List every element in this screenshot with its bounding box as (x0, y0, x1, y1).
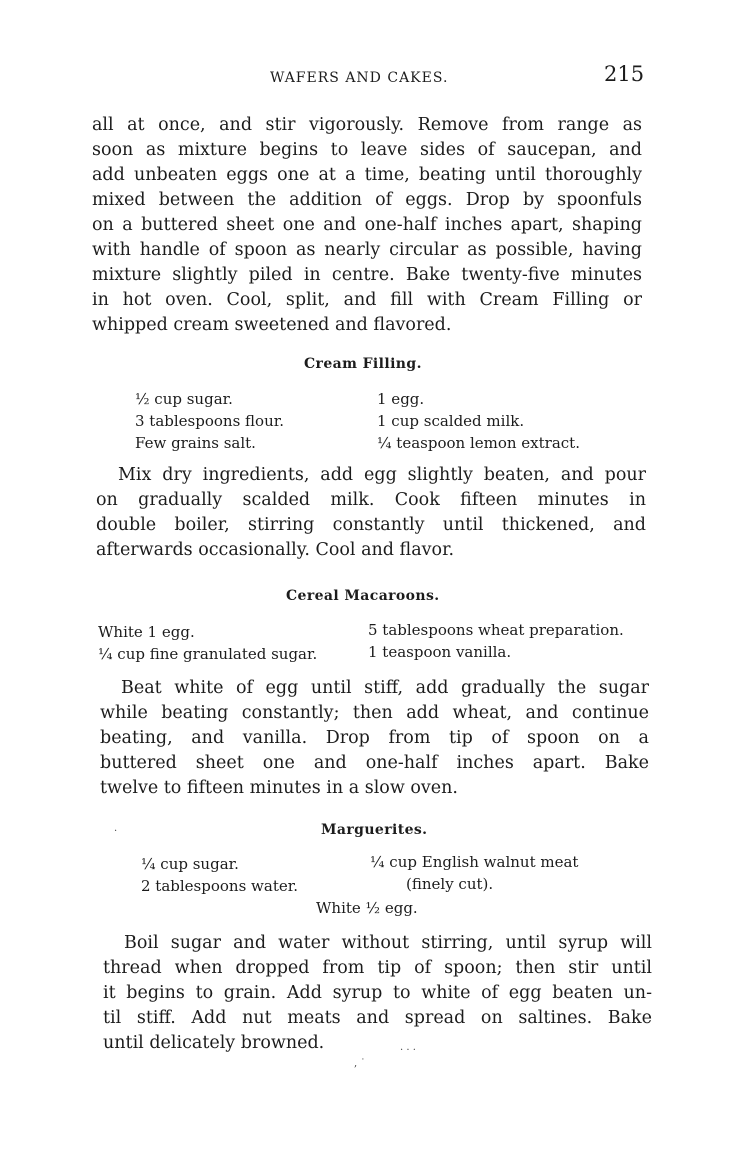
ingredient: (finely cut). (406, 875, 494, 893)
text-line: mixture slightly piled in centre. Bake twenty-five minutes (92, 265, 642, 285)
text-line: thread when dropped from tip of spoon; then stir until (103, 958, 652, 978)
text-line: on gradually scalded milk. Cook fifteen minutes in (96, 490, 646, 510)
text-line: with handle of spoon as nearly circular as possible, having (92, 240, 642, 260)
text-line: it begins to grain. Add syrup to white of egg beaten un- (103, 983, 652, 1003)
ingredients-right-column (370, 851, 578, 895)
method-paragraph (100, 676, 649, 801)
text-line: Mix dry ingredients, add egg slightly beaten, and pour (118, 465, 646, 485)
print-speck: . . . (400, 1042, 416, 1053)
recipe-title-cereal-macaroons: Cereal Macaroons. (286, 588, 440, 604)
ingredient: Few grains salt. (135, 434, 256, 452)
page-number: 215 (604, 62, 645, 86)
text-line: all at once, and stir vigorously. Remove from range as (92, 115, 642, 135)
ingredients-left-column (135, 388, 284, 454)
text-line: buttered sheet one and one-half inches apart. Bake (100, 753, 649, 773)
method-paragraph (96, 463, 646, 563)
ingredient: White 1 egg. (98, 623, 195, 641)
text-line: while beating constantly; then add wheat, and continue (100, 703, 649, 723)
text-line: add unbeaten eggs one at a time, beating until thoroughly (92, 165, 642, 185)
ingredient: ¼ cup English walnut meat (370, 853, 579, 871)
ingredient: 5 tablespoons wheat preparation. (368, 621, 624, 639)
ingredient-centered: White ½ egg. (316, 899, 418, 917)
running-head: WAFERS AND CAKES. (270, 70, 449, 86)
text-line: in hot oven. Cool, split, and fill with Cream Filling or (92, 290, 642, 310)
intro-paragraph (92, 113, 642, 338)
ingredient: 1 egg. (377, 390, 425, 408)
text-line: beating, and vanilla. Drop from tip of spoon on a (100, 728, 649, 748)
ingredients-left-column (98, 621, 317, 665)
ingredient: ½ cup sugar. (135, 390, 233, 408)
ingredient: 1 cup scalded milk. (377, 412, 525, 430)
ingredient: ¼ teaspoon lemon extract. (377, 434, 580, 452)
ingredients-right-column (377, 388, 580, 454)
text-line: twelve to fifteen minutes in a slow oven. (100, 778, 458, 798)
print-speck: , ˙ (354, 1058, 366, 1069)
ingredient: ¼ cup sugar. (141, 855, 239, 873)
ingredients-left-column (141, 853, 298, 897)
ingredient: 2 tablespoons water. (141, 877, 299, 895)
text-line: on a buttered sheet one and one-half inches apart, shaping (92, 215, 642, 235)
text-line: double boiler, stirring constantly until thickened, and (96, 515, 646, 535)
text-line: mixed between the addition of eggs. Drop by spoonfuls (92, 190, 642, 210)
print-speck: . (114, 823, 118, 834)
text-line: til stiff. Add nut meats and spread on saltines. Bake (103, 1008, 652, 1028)
recipe-title-marguerites: Marguerites. (321, 822, 428, 838)
text-line: Boil sugar and water without stirring, until syrup will (124, 933, 652, 953)
method-paragraph (103, 931, 652, 1056)
ingredient: ¼ cup fine granulated sugar. (98, 645, 318, 663)
text-line: Beat white of egg until stiff, add gradually the sugar (121, 678, 649, 698)
text-line: afterwards occasionally. Cool and flavor. (96, 540, 455, 560)
ingredient: 3 tablespoons flour. (135, 412, 285, 430)
text-line: whipped cream sweetened and flavored. (92, 315, 452, 335)
ingredient: 1 teaspoon vanilla. (368, 643, 512, 661)
recipe-title-cream-filling: Cream Filling. (304, 356, 422, 372)
ingredients-right-column (368, 619, 624, 663)
text-line: soon as mixture begins to leave sides of saucepan, and (92, 140, 642, 160)
text-line: until delicately browned. (103, 1033, 325, 1053)
